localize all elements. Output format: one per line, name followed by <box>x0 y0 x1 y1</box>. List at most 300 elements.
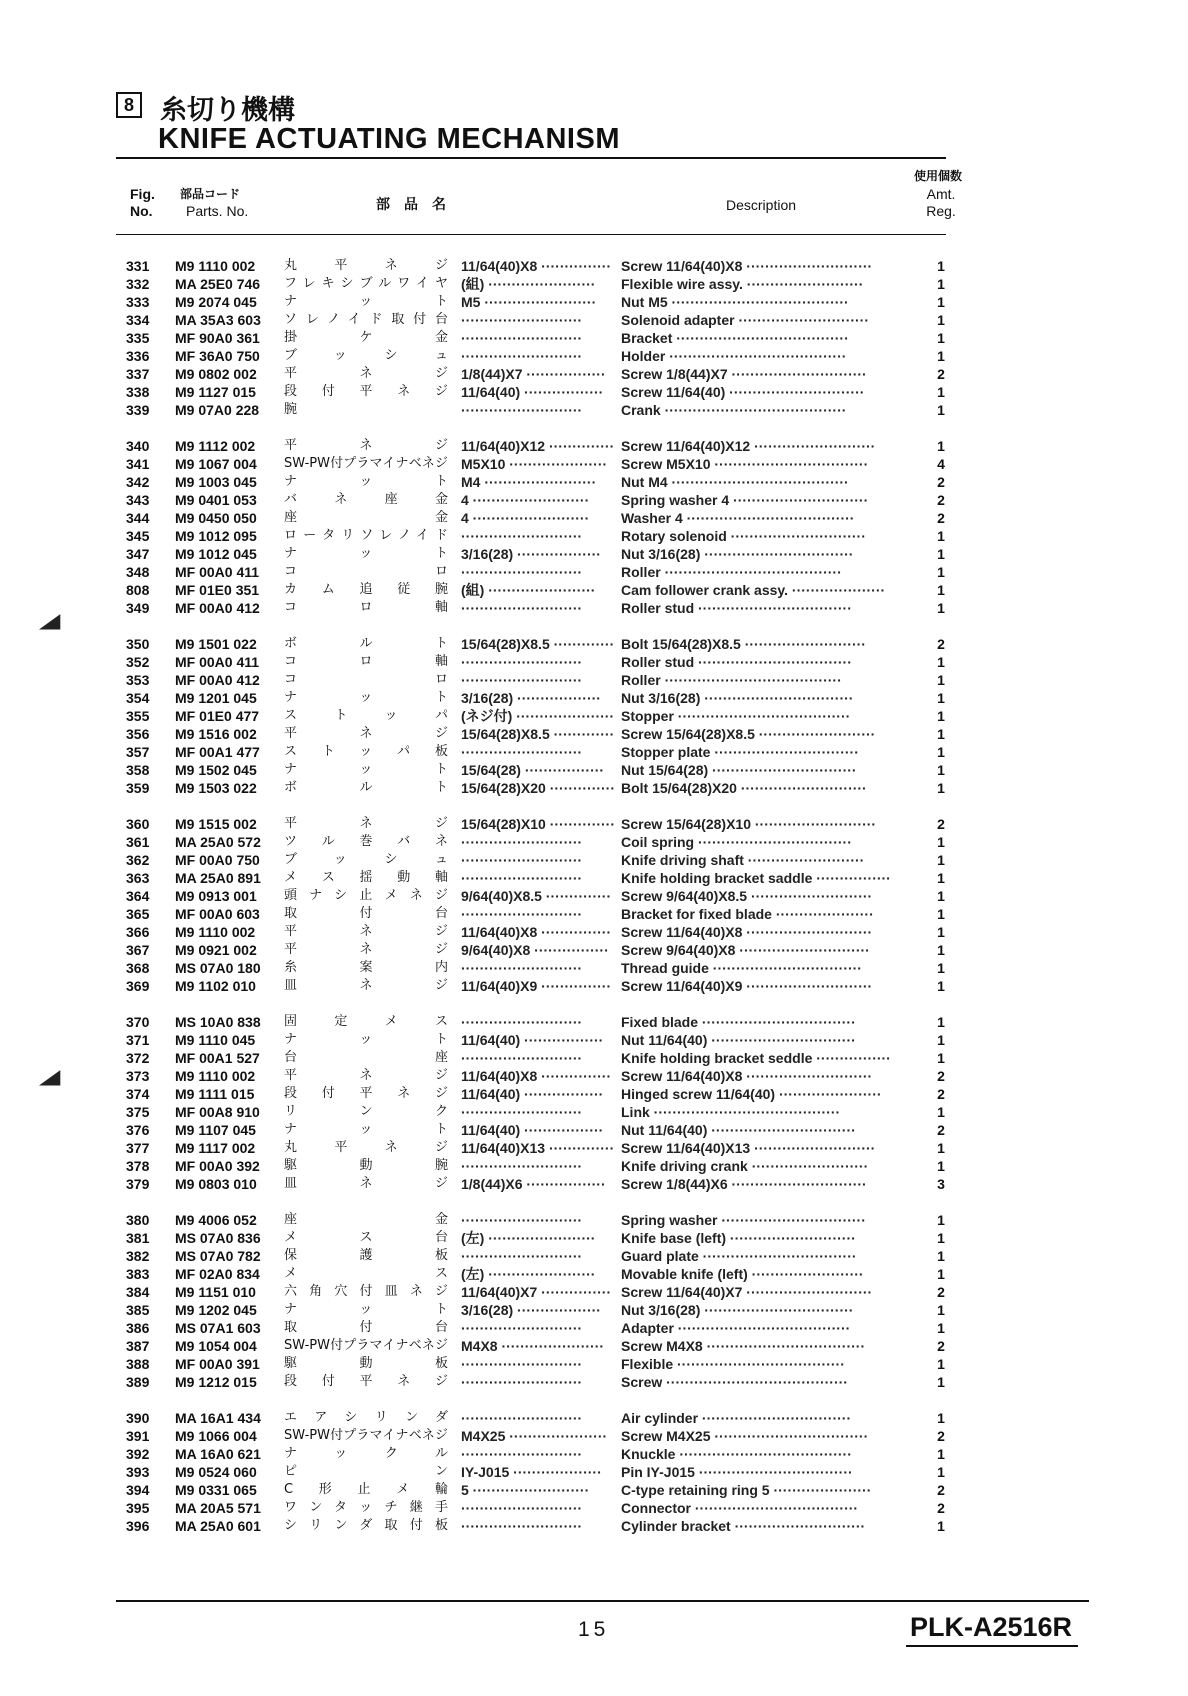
part-number: MA 25A0 891 <box>175 870 261 886</box>
quantity: 1 <box>937 1248 945 1264</box>
fig-number: 372 <box>126 1050 150 1066</box>
part-name-jp: フレキシブルワイヤ <box>284 276 448 291</box>
fig-number: 342 <box>126 474 150 490</box>
part-spec: 1/8(44)X6 ················· <box>461 1176 606 1192</box>
part-number: M9 1110 002 <box>175 1068 256 1084</box>
fig-number: 371 <box>126 1032 150 1048</box>
part-name-jp: 腕 <box>284 402 298 417</box>
part-description: Nut 11/64(40) ······························· <box>621 1122 856 1138</box>
fig-number: 356 <box>126 726 150 742</box>
table-row <box>0 671 1188 689</box>
table-row <box>0 257 1188 275</box>
part-name-jp: ボルト <box>284 636 448 651</box>
part-description: Connector ··································· <box>621 1500 859 1516</box>
part-number: M9 4006 052 <box>175 1212 257 1228</box>
part-number: M9 1117 002 <box>175 1140 256 1156</box>
page-number: 15 <box>578 1618 610 1641</box>
col-parts-no-jp: 部品コード <box>180 187 241 201</box>
part-spec: 11/64(40)X12 ·············· <box>461 438 615 454</box>
part-number: M9 1110 045 <box>175 1032 256 1048</box>
quantity: 1 <box>937 1014 945 1030</box>
part-spec: ·························· <box>461 600 583 616</box>
quantity: 1 <box>937 294 945 310</box>
table-row <box>0 743 1188 761</box>
part-name-jp: 六角穴付皿ネジ <box>284 1284 448 1299</box>
part-name-jp: SW-PW付プラマイナベネジ <box>284 456 448 471</box>
margin-mark: ◢ <box>38 610 61 632</box>
fig-number: 374 <box>126 1086 150 1102</box>
part-name-jp: ナット <box>284 474 448 489</box>
part-number: M9 0802 002 <box>175 366 257 382</box>
part-number: MA 35A3 603 <box>175 312 261 328</box>
part-description: Knife base (left) ··························· <box>621 1230 856 1246</box>
part-spec: ·························· <box>461 1104 583 1120</box>
part-description: Roller ······································ <box>621 564 842 580</box>
quantity: 1 <box>937 1356 945 1372</box>
quantity: 1 <box>937 1212 945 1228</box>
part-spec: M4 ························ <box>461 474 597 490</box>
part-description: Nut 11/64(40) ······························· <box>621 1032 856 1048</box>
part-number: MF 00A0 412 <box>175 600 260 616</box>
quantity: 1 <box>937 1410 945 1426</box>
table-row <box>0 545 1188 563</box>
part-spec: ·························· <box>461 744 583 760</box>
part-spec: 15/64(28)X8.5 ············· <box>461 636 615 652</box>
table-row <box>0 1445 1188 1463</box>
part-spec: ·························· <box>461 528 583 544</box>
part-spec: ·························· <box>461 654 583 670</box>
table-row <box>0 275 1188 293</box>
part-spec: ·························· <box>461 564 583 580</box>
part-spec: 4 ························· <box>461 510 590 526</box>
table-row <box>0 581 1188 599</box>
table-row <box>0 1319 1188 1337</box>
fig-number: 364 <box>126 888 150 904</box>
part-number: MA 25A0 572 <box>175 834 261 850</box>
table-row <box>0 1337 1188 1355</box>
part-number: MF 00A0 391 <box>175 1356 260 1372</box>
quantity: 1 <box>937 834 945 850</box>
fig-number: 370 <box>126 1014 150 1030</box>
fig-number: 369 <box>126 978 150 994</box>
part-description: Screw M4X25 ································· <box>621 1428 869 1444</box>
table-row <box>0 1139 1188 1157</box>
part-number: M9 1201 045 <box>175 690 257 706</box>
table-row <box>0 869 1188 887</box>
part-name-jp: リンク <box>284 1104 448 1119</box>
quantity: 1 <box>937 1104 945 1120</box>
table-row <box>0 689 1188 707</box>
part-spec: 9/64(40)X8 ················ <box>461 942 609 958</box>
fig-number: 376 <box>126 1122 150 1138</box>
part-number: MF 00A0 411 <box>175 654 260 670</box>
part-name-jp: コロ <box>284 564 448 579</box>
quantity: 2 <box>937 1482 945 1498</box>
part-spec: ·························· <box>461 870 583 886</box>
part-description: Screw 11/64(40)X8 ··························· <box>621 924 873 940</box>
table-row <box>0 437 1188 455</box>
part-description: Hinged screw 11/64(40) ······················ <box>621 1086 882 1102</box>
part-description: Cylinder bracket ···························· <box>621 1518 866 1534</box>
part-description: Bracket for fixed blade ····················· <box>621 906 874 922</box>
part-number: M9 0331 065 <box>175 1482 257 1498</box>
part-description: Nut 3/16(28) ································ <box>621 690 854 706</box>
part-description: Screw 15/64(28)X10 ·························· <box>621 816 877 832</box>
col-fig-no: Fig. No. <box>130 186 155 219</box>
part-description: Knife holding bracket seddle ················ <box>621 1050 891 1066</box>
part-spec: 11/64(40)X8 ··············· <box>461 1068 612 1084</box>
quantity: 1 <box>937 1464 945 1480</box>
quantity: 1 <box>937 564 945 580</box>
quantity: 1 <box>937 384 945 400</box>
part-number: M9 1003 045 <box>175 474 257 490</box>
quantity: 1 <box>937 1302 945 1318</box>
part-description: Flexible wire assy. ························· <box>621 276 864 292</box>
part-spec: ·························· <box>461 1518 583 1534</box>
table-row <box>0 1247 1188 1265</box>
part-spec: 15/64(28)X8.5 ············· <box>461 726 615 742</box>
quantity: 1 <box>937 690 945 706</box>
fig-number: 390 <box>126 1410 150 1426</box>
part-name-jp: 段付平ネジ <box>284 1374 448 1389</box>
part-spec: 11/64(40) ················· <box>461 1122 604 1138</box>
fig-number: 355 <box>126 708 150 724</box>
part-description: Nut 15/64(28) ······························· <box>621 762 857 778</box>
col-name-jp: 部 品 名 <box>376 197 446 213</box>
part-number: MF 00A8 910 <box>175 1104 260 1120</box>
quantity: 1 <box>937 654 945 670</box>
quantity: 1 <box>937 600 945 616</box>
part-name-jp: ナット <box>284 1122 448 1137</box>
part-number: MA 20A5 571 <box>175 1500 261 1516</box>
table-row <box>0 887 1188 905</box>
part-spec: (左) ······················· <box>461 1230 596 1246</box>
fig-number: 344 <box>126 510 150 526</box>
part-description: Cam follower crank assy. ···················· <box>621 582 886 598</box>
table-row <box>0 1229 1188 1247</box>
quantity: 1 <box>937 528 945 544</box>
fig-number: 347 <box>126 546 150 562</box>
part-description: Knife driving shaft ························· <box>621 852 865 868</box>
quantity: 1 <box>937 726 945 742</box>
fig-number: 340 <box>126 438 150 454</box>
part-description: Screw 11/64(40)X8 ··························· <box>621 258 873 274</box>
quantity: 1 <box>937 348 945 364</box>
table-row <box>0 1265 1188 1283</box>
fig-number: 373 <box>126 1068 150 1084</box>
fig-number: 385 <box>126 1302 150 1318</box>
part-name-jp: コロ軸 <box>284 600 448 615</box>
part-spec: ·························· <box>461 1212 583 1228</box>
part-number: M9 1067 004 <box>175 456 257 472</box>
part-number: M9 1054 004 <box>175 1338 257 1354</box>
quantity: 2 <box>937 1500 945 1516</box>
margin-mark: ◢ <box>38 1066 61 1088</box>
part-number: MF 36A0 750 <box>175 348 260 364</box>
table-row <box>0 851 1188 869</box>
part-name-jp: ナット <box>284 690 448 705</box>
table-row <box>0 653 1188 671</box>
quantity: 1 <box>937 312 945 328</box>
part-number: M9 07A0 228 <box>175 402 260 418</box>
table-row <box>0 959 1188 977</box>
fig-number: 343 <box>126 492 150 508</box>
part-description: Screw ······································· <box>621 1374 848 1390</box>
part-spec: 15/64(28)X20 ·············· <box>461 780 615 796</box>
table-row <box>0 1463 1188 1481</box>
table-row <box>0 725 1188 743</box>
part-spec: 11/64(40)X8 ··············· <box>461 258 612 274</box>
part-spec: 3/16(28) ·················· <box>461 546 601 562</box>
part-name-jp: 平ネジ <box>284 726 448 741</box>
part-description: Nut 3/16(28) ································ <box>621 1302 854 1318</box>
part-number: MF 02A0 834 <box>175 1266 260 1282</box>
part-spec: ·························· <box>461 1356 583 1372</box>
quantity: 1 <box>937 1320 945 1336</box>
quantity: 1 <box>937 960 945 976</box>
fig-number: 352 <box>126 654 150 670</box>
part-name-jp: 段付平ネジ <box>284 1086 448 1101</box>
fig-number: 378 <box>126 1158 150 1174</box>
quantity: 2 <box>937 1338 945 1354</box>
part-spec: 11/64(40)X13 ·············· <box>461 1140 615 1156</box>
part-description: Spring washer ······························· <box>621 1212 866 1228</box>
part-spec: (ネジ付) ····················· <box>461 708 615 724</box>
part-name-jp: 台座 <box>284 1050 448 1065</box>
table-row <box>0 491 1188 509</box>
part-description: Rotary solenoid ····························· <box>621 528 866 544</box>
fig-number: 365 <box>126 906 150 922</box>
part-number: M9 0450 050 <box>175 510 257 526</box>
part-description: Screw 11/64(40)X8 ··························· <box>621 1068 873 1084</box>
part-number: MF 00A0 392 <box>175 1158 260 1174</box>
part-description: Adapter ····································· <box>621 1320 851 1336</box>
quantity: 1 <box>937 942 945 958</box>
fig-number: 379 <box>126 1176 150 1192</box>
part-name-jp: SW-PW付プラマイナベネジ <box>284 1428 448 1443</box>
quantity: 2 <box>937 1068 945 1084</box>
table-row <box>0 311 1188 329</box>
part-name-jp: 保護板 <box>284 1248 448 1263</box>
fig-number: 381 <box>126 1230 150 1246</box>
table-row <box>0 1301 1188 1319</box>
part-spec: 11/64(40) ················· <box>461 384 604 400</box>
part-description: Stopper ····································· <box>621 708 851 724</box>
fig-number: 350 <box>126 636 150 652</box>
part-description: Nut M5 ······································ <box>621 294 849 310</box>
fig-number: 383 <box>126 1266 150 1282</box>
part-description: Knife holding bracket saddle ················ <box>621 870 891 886</box>
part-description: Link ········································ <box>621 1104 841 1120</box>
part-spec: ·························· <box>461 1446 583 1462</box>
part-number: MF 00A1 527 <box>175 1050 260 1066</box>
fig-number: 349 <box>126 600 150 616</box>
table-row <box>0 1085 1188 1103</box>
part-name-jp: コロ <box>284 672 448 687</box>
table-row <box>0 815 1188 833</box>
part-spec: ·························· <box>461 852 583 868</box>
quantity: 1 <box>937 276 945 292</box>
part-name-jp: メス台 <box>284 1230 448 1245</box>
part-description: Roller ······································ <box>621 672 842 688</box>
part-spec: ·························· <box>461 348 583 364</box>
model-number: PLK-A2516R <box>906 1612 1078 1647</box>
part-number: M9 1127 015 <box>175 384 256 400</box>
part-name-jp: ピン <box>284 1464 448 1479</box>
part-spec: ·························· <box>461 1158 583 1174</box>
fig-number: 358 <box>126 762 150 778</box>
part-spec: 5 ························· <box>461 1482 590 1498</box>
part-spec: 9/64(40)X8.5 ·············· <box>461 888 612 904</box>
part-number: M9 2074 045 <box>175 294 257 310</box>
col-description: Description <box>726 197 797 213</box>
quantity: 1 <box>937 438 945 454</box>
table-row <box>0 1031 1188 1049</box>
table-row <box>0 1481 1188 1499</box>
part-spec: 11/64(40)X7 ··············· <box>461 1284 612 1300</box>
part-number: M9 1516 002 <box>175 726 257 742</box>
part-description: C-type retaining ring 5 ····················· <box>621 1482 872 1498</box>
part-name-jp: 取付台 <box>284 1320 448 1335</box>
quantity: 2 <box>937 1284 945 1300</box>
quantity: 1 <box>937 1140 945 1156</box>
quantity: 1 <box>937 582 945 598</box>
table-row <box>0 707 1188 725</box>
quantity: 1 <box>937 1446 945 1462</box>
part-name-jp: ナット <box>284 762 448 777</box>
quantity: 2 <box>937 492 945 508</box>
part-number: MA 25E0 746 <box>175 276 261 292</box>
part-number: MF 00A0 750 <box>175 852 260 868</box>
part-number: M9 0803 010 <box>175 1176 257 1192</box>
part-name-jp: 頭ナシ止メネジ <box>284 888 448 903</box>
fig-number: 384 <box>126 1284 150 1300</box>
part-name-jp: 丸平ネジ <box>284 1140 448 1155</box>
quantity: 1 <box>937 978 945 994</box>
quantity: 2 <box>937 1122 945 1138</box>
section-title-jp: 糸切り機構 <box>160 95 295 126</box>
part-number: M9 1111 015 <box>175 1086 255 1102</box>
table-row <box>0 1499 1188 1517</box>
table-row <box>0 365 1188 383</box>
part-name-jp: 皿ネジ <box>284 978 448 993</box>
part-description: Screw 9/64(40)X8.5 ·························· <box>621 888 873 904</box>
part-description: Pin IY-J015 ································· <box>621 1464 853 1480</box>
fig-number: 396 <box>126 1518 150 1534</box>
fig-number: 361 <box>126 834 150 850</box>
fig-number: 387 <box>126 1338 150 1354</box>
quantity: 1 <box>937 744 945 760</box>
quantity: 1 <box>937 672 945 688</box>
col-amt-jp: 使用個数 <box>914 169 963 183</box>
table-row <box>0 347 1188 365</box>
quantity: 2 <box>937 636 945 652</box>
part-description: Movable knife (left) ························ <box>621 1266 864 1282</box>
quantity: 2 <box>937 366 945 382</box>
part-name-jp: 掛ケ金 <box>284 330 448 345</box>
table-row <box>0 1211 1188 1229</box>
part-number: M9 1202 045 <box>175 1302 257 1318</box>
quantity: 4 <box>937 456 945 472</box>
part-spec: (組) ······················· <box>461 276 596 292</box>
fig-number: 808 <box>126 582 150 598</box>
quantity: 1 <box>937 402 945 418</box>
quantity: 1 <box>937 708 945 724</box>
part-spec: 11/64(40) ················· <box>461 1032 604 1048</box>
fig-number: 335 <box>126 330 150 346</box>
fig-number: 354 <box>126 690 150 706</box>
part-description: Screw 11/64(40)X9 ··························· <box>621 978 873 994</box>
table-row <box>0 1013 1188 1031</box>
section-title-en: KNIFE ACTUATING MECHANISM <box>158 123 620 155</box>
part-spec: ·························· <box>461 1248 583 1264</box>
part-spec: 3/16(28) ·················· <box>461 1302 601 1318</box>
table-row <box>0 1049 1188 1067</box>
part-spec: M4X25 ····················· <box>461 1428 608 1444</box>
part-number: M9 1501 022 <box>175 636 257 652</box>
part-number: M9 1066 004 <box>175 1428 257 1444</box>
table-row <box>0 635 1188 653</box>
part-spec: ·························· <box>461 312 583 328</box>
quantity: 2 <box>937 1086 945 1102</box>
part-spec: ·························· <box>461 1014 583 1030</box>
part-number: MA 16A0 621 <box>175 1446 261 1462</box>
table-row <box>0 1427 1188 1445</box>
fig-number: 337 <box>126 366 150 382</box>
fig-number: 394 <box>126 1482 150 1498</box>
part-name-jp: ナックル <box>284 1446 448 1461</box>
table-row <box>0 509 1188 527</box>
section-number-box: 8 <box>116 92 142 118</box>
part-number: MA 25A0 601 <box>175 1518 261 1534</box>
part-name-jp: 平ネジ <box>284 816 448 831</box>
part-number: M9 1515 002 <box>175 816 257 832</box>
part-name-jp: シリンダ取付板 <box>284 1518 448 1533</box>
quantity: 1 <box>937 888 945 904</box>
fig-number: 391 <box>126 1428 150 1444</box>
part-spec: (組) ······················· <box>461 582 596 598</box>
part-number: M9 1212 015 <box>175 1374 257 1390</box>
part-description: Roller stud ································· <box>621 654 852 670</box>
part-number: MF 00A1 477 <box>175 744 260 760</box>
table-row <box>0 941 1188 959</box>
table-row <box>0 383 1188 401</box>
part-name-jp: ストッパ板 <box>284 744 448 759</box>
quantity: 1 <box>937 780 945 796</box>
part-number: MF 00A0 603 <box>175 906 260 922</box>
quantity: 3 <box>937 1176 945 1192</box>
table-row <box>0 455 1188 473</box>
part-description: Nut M4 ······································ <box>621 474 849 490</box>
part-name-jp: 丸平ネジ <box>284 258 448 273</box>
part-number: M9 1112 002 <box>175 438 256 454</box>
fig-number: 331 <box>126 258 150 274</box>
quantity: 1 <box>937 330 945 346</box>
part-spec: M4X8 ······················ <box>461 1338 605 1354</box>
fig-number: 363 <box>126 870 150 886</box>
footer-rule <box>116 1600 1089 1602</box>
part-number: MF 00A0 412 <box>175 672 260 688</box>
part-spec: ·························· <box>461 1500 583 1516</box>
part-name-jp: 駆動板 <box>284 1356 448 1371</box>
fig-number: 395 <box>126 1500 150 1516</box>
part-number: M9 1502 045 <box>175 762 257 778</box>
part-name-jp: ナット <box>284 294 448 309</box>
part-description: Knuckle ····································· <box>621 1446 852 1462</box>
part-spec: M5X10 ····················· <box>461 456 608 472</box>
quantity: 1 <box>937 1230 945 1246</box>
part-spec: 4 ························· <box>461 492 590 508</box>
